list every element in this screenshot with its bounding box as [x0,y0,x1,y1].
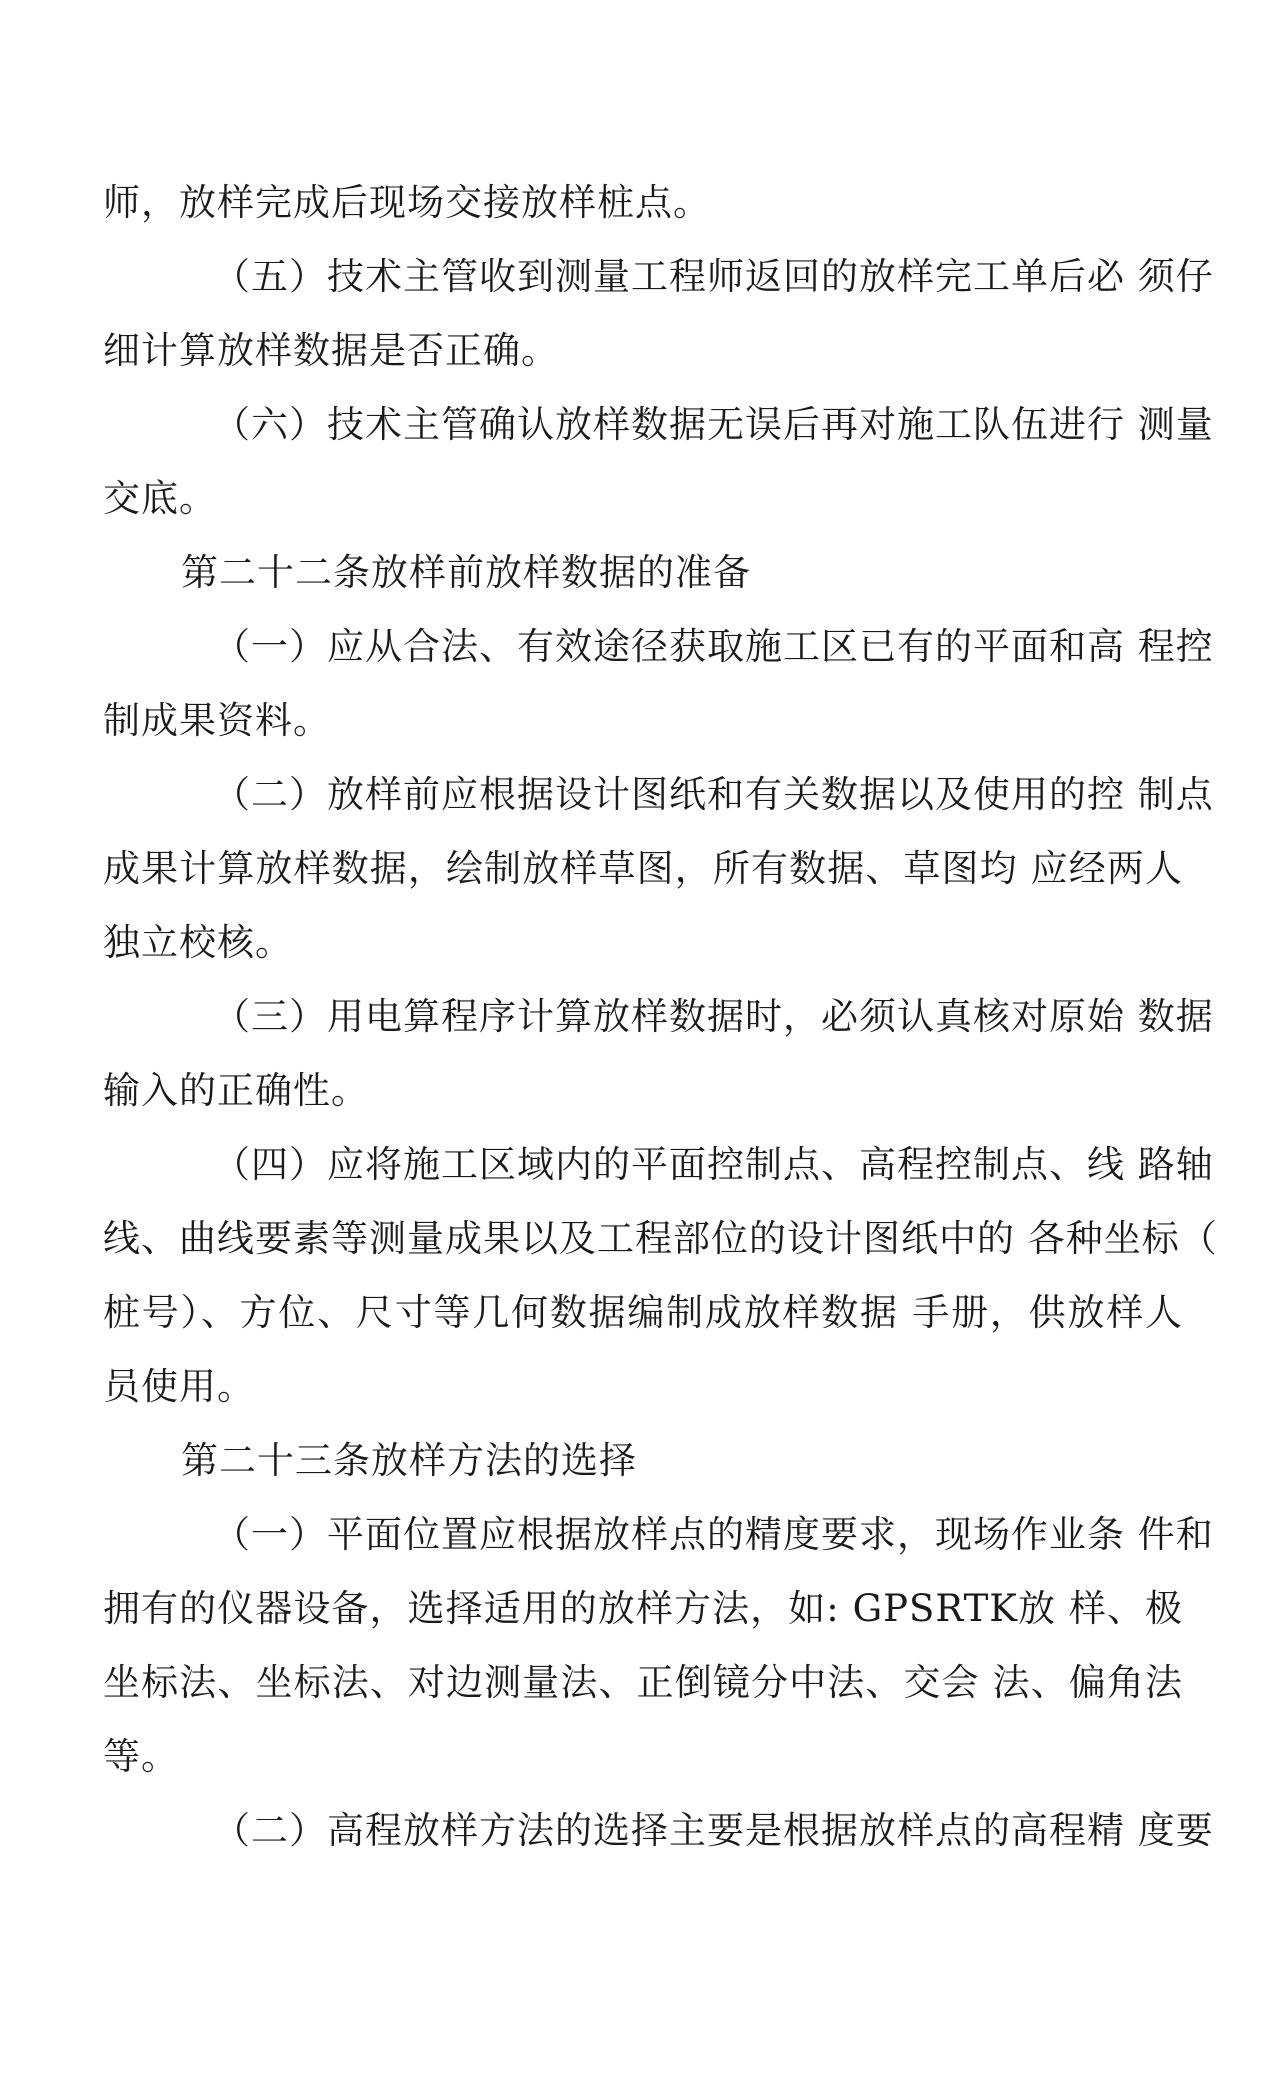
text-line: 成果计算放样数据，绘制放样草图，所有数据、草图均 应经两人 [103,847,1183,890]
text-line: （一）应从合法、有效途径获取施工区已有的平面和高 程控 [213,625,1214,668]
text-line: （四）应将施工区域内的平面控制点、高程控制点、线 路轴 [213,1143,1214,1186]
text-line: （六）技术主管确认放样数据无误后再对施工队伍进行 测量 [213,403,1214,446]
text-line: 细计算放样数据是否正确。 [103,329,559,372]
text-line: 输入的正确性。 [103,1069,369,1112]
text-line: 制成果资料。 [103,699,331,742]
text-line: 拥有的仪器设备，选择适用的放样方法，如: GPSRTK放 样、极 [103,1587,1183,1630]
text-line: 等。 [103,1735,179,1778]
text-line: 师，放样完成后现场交接放样桩点。 [103,181,711,224]
text-line: 员使用。 [103,1365,255,1408]
text-line: （三）用电算程序计算放样数据时，必须认真核对原始 数据 [213,995,1214,1038]
text-line: （二）高程放样方法的选择主要是根据放样点的高程精 度要 [213,1809,1214,1852]
text-line: 坐标法、坐标法、对边测量法、正倒镜分中法、交会 法、偏角法 [103,1661,1183,1704]
text-line: （一）平面位置应根据放样点的精度要求，现场作业条 件和 [213,1513,1214,1556]
section-heading: 第二十二条放样前放样数据的准备 [181,551,751,594]
text-line: （五）技术主管收到测量工程师返回的放样完工单后必 须仔 [213,255,1214,298]
text-line: 线、曲线要素等测量成果以及工程部位的设计图纸中的 各种坐标（ [103,1217,1218,1260]
section-heading: 第二十三条放样方法的选择 [181,1439,637,1482]
text-line: 独立校核。 [103,921,293,964]
text-line: （二）放样前应根据设计图纸和有关数据以及使用的控 制点 [213,773,1214,816]
text-line: 桩号）、方位、尺寸等几何数据编制成放样数据 手册，供放样人 [103,1291,1183,1334]
text-line: 交底。 [103,477,217,520]
